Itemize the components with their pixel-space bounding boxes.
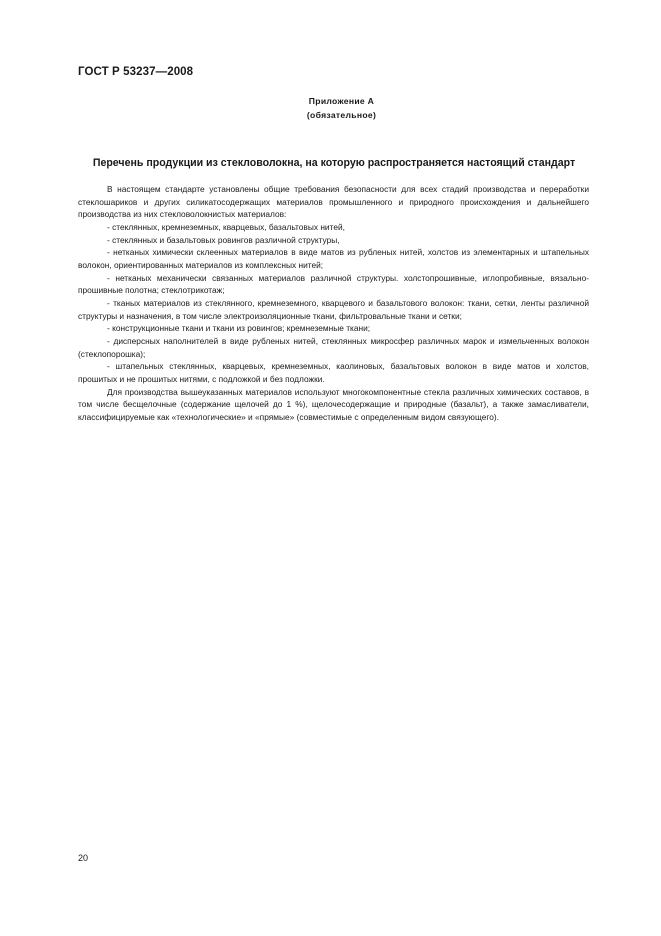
- annex-heading: [0, 94, 661, 122]
- annex-label: Приложение А: [308, 96, 375, 106]
- list-item: - тканых материалов из стеклянного, кремнеземного, кварцевого и базальтового волокон: ткани, сетки, ленты различной структуры и назначения, в том числе электроизоляционные ткани, фильтровальные ткани и сетки;: [78, 297, 589, 321]
- list-item: - дисперсных наполнителей в виде рубленых нитей, стеклянных микросфер различных марок и измельченных волокон (стеклопорошка);: [78, 335, 589, 359]
- list-item: - штапельных стеклянных, кварцевых, кремнеземных, каолиновых, базальтовых волокон в виде матов и холстов, прошитых и не прошитых нитями, с подложкой и без подложки.: [78, 361, 589, 384]
- list-item: - конструкционные ткани и ткани из ровингов; кремнеземные ткани;: [107, 323, 371, 334]
- document-code: ГОСТ Р 53237—2008: [78, 66, 194, 78]
- list-item: - нетканых химически склеенных материалов в виде матов из рубленых нитей, холстов из элементарных и штапельных волокон, ориентированных материалов из комплексных нитей;: [78, 247, 589, 270]
- list-item: - стеклянных и базальтовых ровингов различной структуры,: [107, 234, 340, 245]
- annex-status: (обязательное): [306, 110, 377, 120]
- paragraph-materials: Для производства вышеуказанных материалов используют многокомпонентные стекла различных химических составов, в том числе бесщелочные (содержание щелочей до 1 %), щелочесодержащие и природные (базальт), а также замасливатели, классифицируемые как «технологические» и «прямые» (совместимые с определенным видом связующего).: [78, 386, 589, 422]
- list-item: - стеклянных, кремнеземных, кварцевых, базальтовых нитей,: [107, 221, 345, 232]
- page-number: 20: [78, 853, 89, 863]
- annex-title: Перечень продукции из стекловолокна, на которую распространяется настоящий стандарт: [92, 157, 576, 169]
- list-item: - нетканых механически связанных материалов различной структуры. холстопрошивные, иглопробивные, вязально-прошивные полотна; стеклотрикотаж;: [78, 272, 589, 296]
- body-text: [78, 183, 589, 423]
- paragraph-intro: В настоящем стандарте установлены общие требования безопасности для всех стадий производства и переработки стеклошариков и других силикатосодержащих материалов промышленного и природного происхождения и дальнейшего производства из них стекловолокнистых материалов:: [78, 184, 589, 220]
